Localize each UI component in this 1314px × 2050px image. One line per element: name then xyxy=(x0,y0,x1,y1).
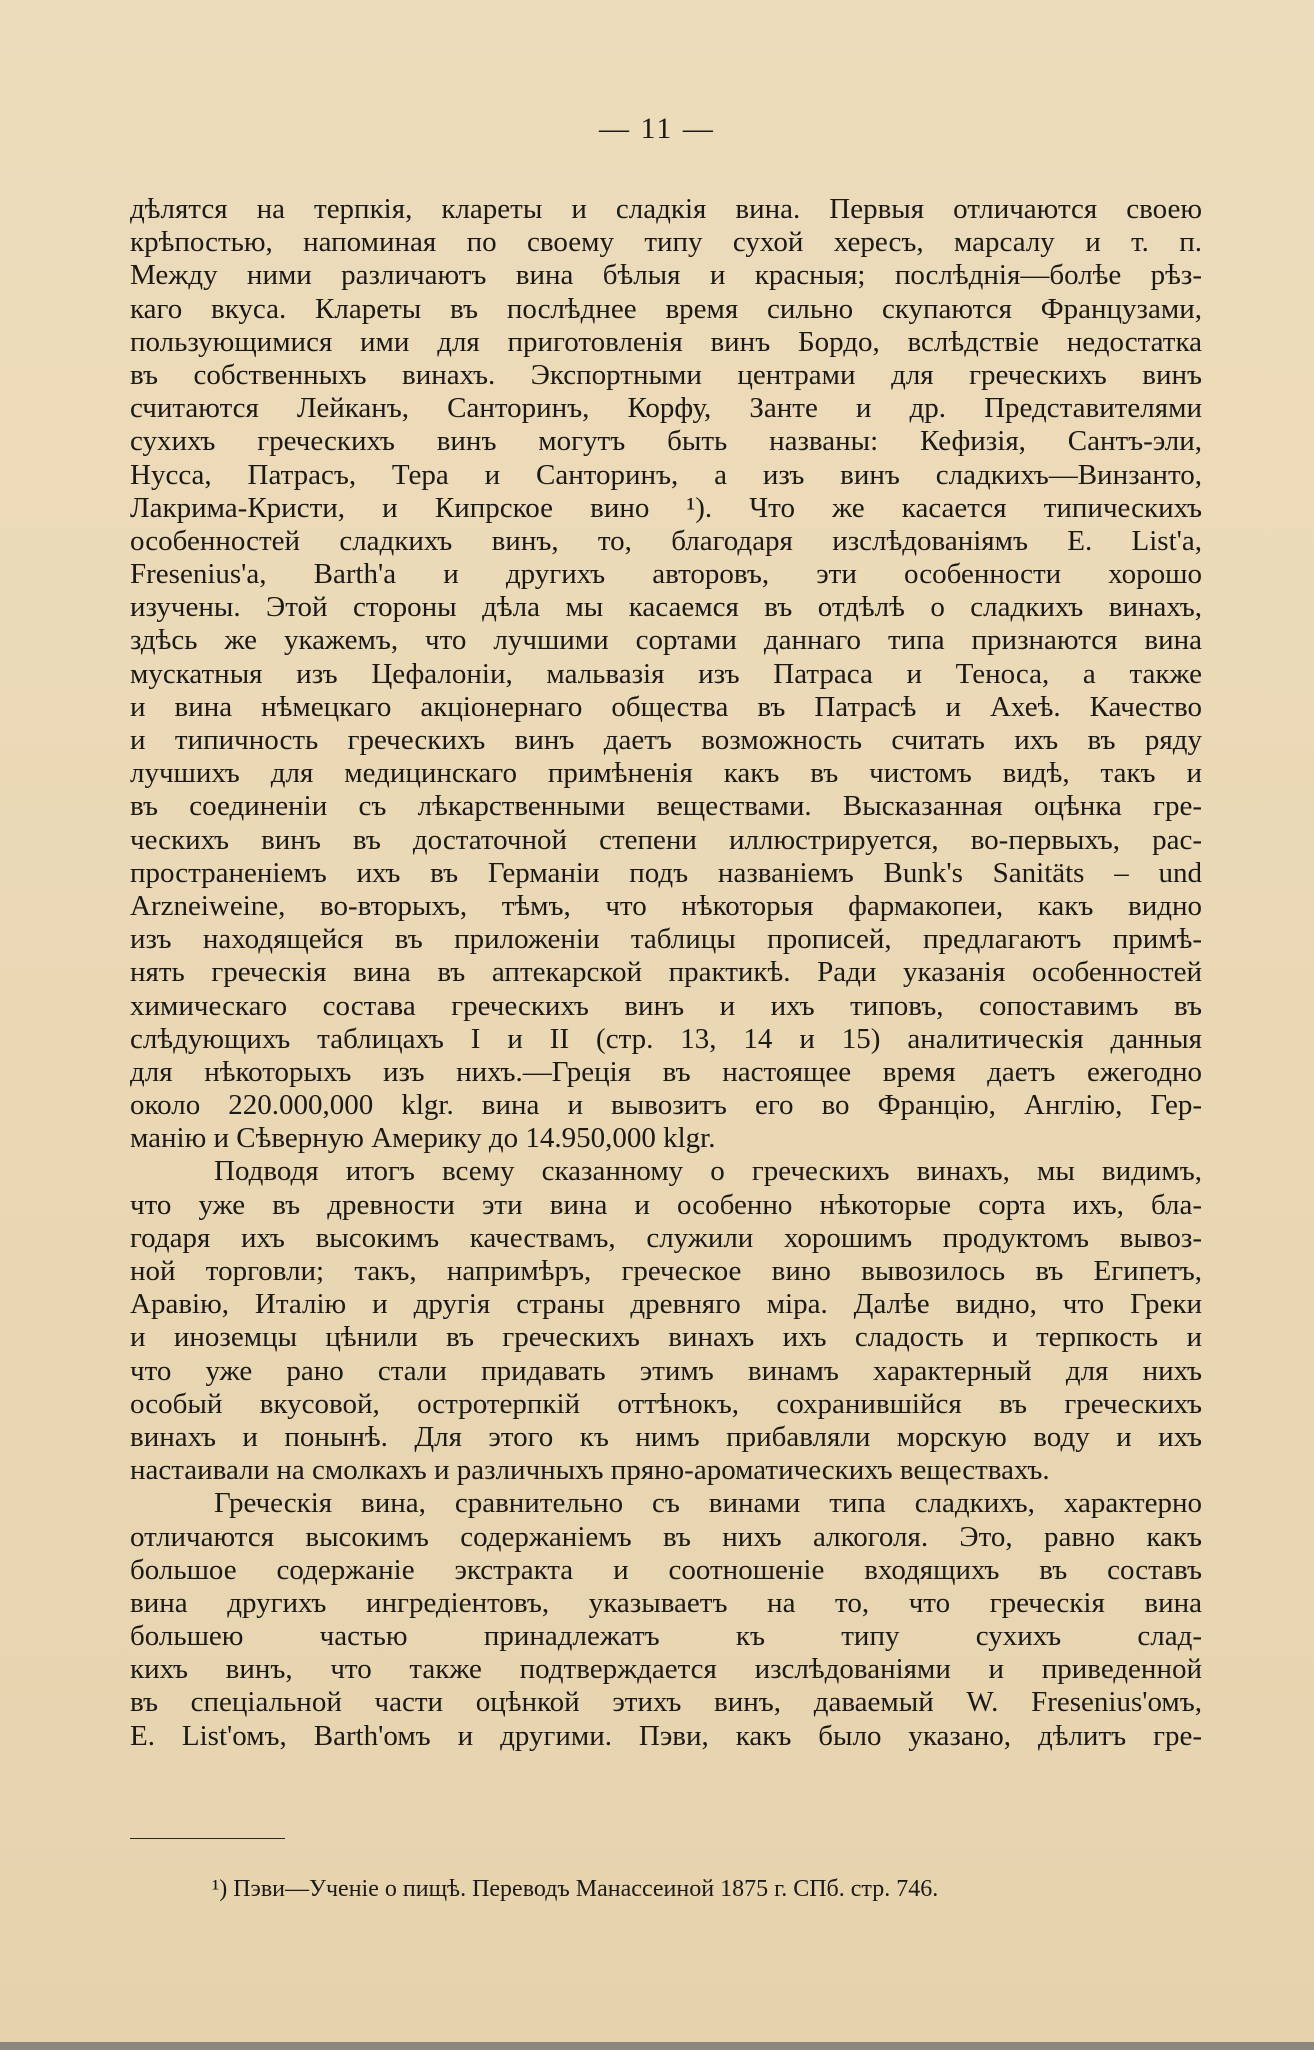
text-line: Нусса, Патрасъ, Тера и Санторинъ, а изъ винъ сладкихъ—Винзанто, xyxy=(130,458,1202,491)
text-line: и типичность греческихъ винъ даетъ возможность считать ихъ въ ряду xyxy=(130,724,1202,756)
text-line: настаивали на смолкахъ и различныхъ пряно-ароматическихъ веществахъ. xyxy=(130,1454,1050,1487)
paragraph-3 xyxy=(130,1487,1202,1753)
text-line: изъ находящейся въ приложеніи таблицы прописей, предлагаютъ примѣ- xyxy=(130,923,1202,956)
text-line: около 220.000,000 klgr. вина и вывозитъ его во Францію, Англію, Гер- xyxy=(130,1089,1202,1122)
text-line: нять греческія вина въ аптекарской практикѣ. Ради указанія особенностей xyxy=(130,956,1202,989)
text-line: вина другихъ ингредіентовъ, указываетъ на то, что греческія вина xyxy=(130,1586,1202,1619)
footnote-divider xyxy=(130,1838,285,1839)
text-line: сухихъ греческихъ винъ могутъ быть названы: Кефизія, Сантъ-эли, xyxy=(130,425,1202,458)
text-line: считаются Лейканъ, Санторинъ, Корфу, Занте и др. Представителями xyxy=(130,392,1202,425)
text-line: Между ними различаютъ вина бѣлыя и красныя; послѣднія—болѣе рѣз- xyxy=(130,259,1202,292)
body-text xyxy=(130,193,1202,1753)
text-line: въ спеціальной части оцѣнкой этихъ винъ, даваемый W. Fresenius'омъ, xyxy=(130,1686,1202,1719)
text-line: въ собственныхъ винахъ. Экспортными центрами для греческихъ винъ xyxy=(130,358,1202,391)
page-number: — 11 — xyxy=(599,112,715,145)
paragraph-1 xyxy=(130,193,1202,1155)
text-line: здѣсь же укажемъ, что лучшими сортами даннаго типа признаются вина xyxy=(130,624,1202,657)
text-line: изучены. Этой стороны дѣла мы касаемся въ отдѣлѣ о сладкихъ винахъ, xyxy=(130,591,1202,624)
text-line: особый вкусовой, остротерпкій оттѣнокъ, сохранившійся въ греческихъ xyxy=(130,1387,1202,1420)
text-line: Аравію, Италію и другія страны древняго міра. Далѣе видно, что Греки xyxy=(130,1288,1202,1321)
text-line: ной торговли; такъ, напримѣръ, греческое вино вывозилось въ Египетъ, xyxy=(130,1255,1202,1287)
text-line: дѣлятся на терпкія, клареты и сладкія вина. Первыя отличаются своею xyxy=(130,193,1202,225)
text-line: лучшихъ для медицинскаго примѣненія какъ въ чистомъ видѣ, такъ и xyxy=(130,757,1202,790)
text-line: большое содержаніе экстракта и соотношеніе входящихъ въ составъ xyxy=(130,1553,1202,1586)
text-line: и вина нѣмецкаго акціонернаго общества въ Патрасѣ и Ахеѣ. Качество xyxy=(130,690,1202,723)
text-line: и иноземцы цѣнили въ греческихъ винахъ ихъ сладость и терпкость и xyxy=(130,1321,1202,1354)
page-edge xyxy=(0,2042,1314,2050)
text-line: мускатныя изъ Цефалоніи, мальвазія изъ Патраса и Теноса, а также xyxy=(130,657,1202,690)
text-line: Подводя итогъ всему сказанному о греческихъ винахъ, мы видимъ, xyxy=(214,1155,1202,1188)
text-line: слѣдующихъ таблицахъ I и II (стр. 13, 14 и 15) аналитическія данныя xyxy=(130,1022,1202,1055)
text-line: особенностей сладкихъ винъ, то, благодаря изслѣдованіямъ E. List'а, xyxy=(130,524,1202,557)
text-line: каго вкуса. Клареты въ послѣднее время сильно скупаются Французами, xyxy=(130,292,1202,325)
text-line: Греческія вина, сравнительно съ винами типа сладкихъ, характерно xyxy=(214,1487,1202,1520)
text-line: для нѣкоторыхъ изъ нихъ.—Греція въ настоящее время даетъ ежегодно xyxy=(130,1055,1202,1088)
footnote: ¹) Пэви—Ученіе о пищѣ. Переводъ Манассеиной 1875 г. СПб. стр. 746. xyxy=(212,1876,939,1902)
text-line: пространеніемъ ихъ въ Германіи подъ названіемъ Bunk's Sanitäts – und xyxy=(130,856,1202,889)
text-line: въ соединеніи съ лѣкарственными веществами. Высказанная оцѣнка гре- xyxy=(130,790,1202,823)
text-line: ческихъ винъ въ достаточной степени иллюстрируется, во-первыхъ, рас- xyxy=(130,823,1202,856)
text-line: отличаются высокимъ содержаніемъ въ нихъ алкоголя. Это, равно какъ xyxy=(130,1520,1202,1553)
text-line: Arzneiweine, во-вторыхъ, тѣмъ, что нѣкоторыя фармакопеи, какъ видно xyxy=(130,889,1202,922)
text-line: что уже рано стали придавать этимъ винамъ характерный для нихъ xyxy=(130,1354,1202,1387)
text-line: годаря ихъ высокимъ качествамъ, служили хорошимъ продуктомъ вывоз- xyxy=(130,1221,1202,1254)
paragraph-2 xyxy=(130,1155,1202,1487)
text-line: винахъ и понынѣ. Для этого къ нимъ прибавляли морскую воду и ихъ xyxy=(130,1420,1202,1453)
text-line: кихъ винъ, что также подтверждается изслѣдованіями и приведенной xyxy=(130,1653,1202,1686)
text-line: E. List'омъ, Barth'омъ и другими. Пэви, какъ было указано, дѣлитъ гре- xyxy=(130,1719,1202,1752)
text-line: крѣпостью, напоминая по своему типу сухой хересъ, марсалу и т. п. xyxy=(130,226,1202,259)
text-line: Fresenius'а, Barth'а и другихъ авторовъ, эти особенности хорошо xyxy=(130,558,1202,591)
text-line: Лакрима-Кристи, и Кипрское вино ¹). Что же касается типическихъ xyxy=(130,491,1202,524)
text-line: большею частью принадлежатъ къ типу сухихъ слад- xyxy=(130,1620,1202,1653)
text-line: что уже въ древности эти вина и особенно нѣкоторые сорта ихъ, бла- xyxy=(130,1188,1202,1221)
text-line: манію и Сѣверную Америку до 14.950,000 klgr. xyxy=(130,1122,716,1155)
text-line: пользующимися ими для приготовленія винъ Бордо, вслѣдствіе недостатка xyxy=(130,325,1202,358)
text-line: химическаго состава греческихъ винъ и ихъ типовъ, сопоставимъ въ xyxy=(130,989,1202,1022)
